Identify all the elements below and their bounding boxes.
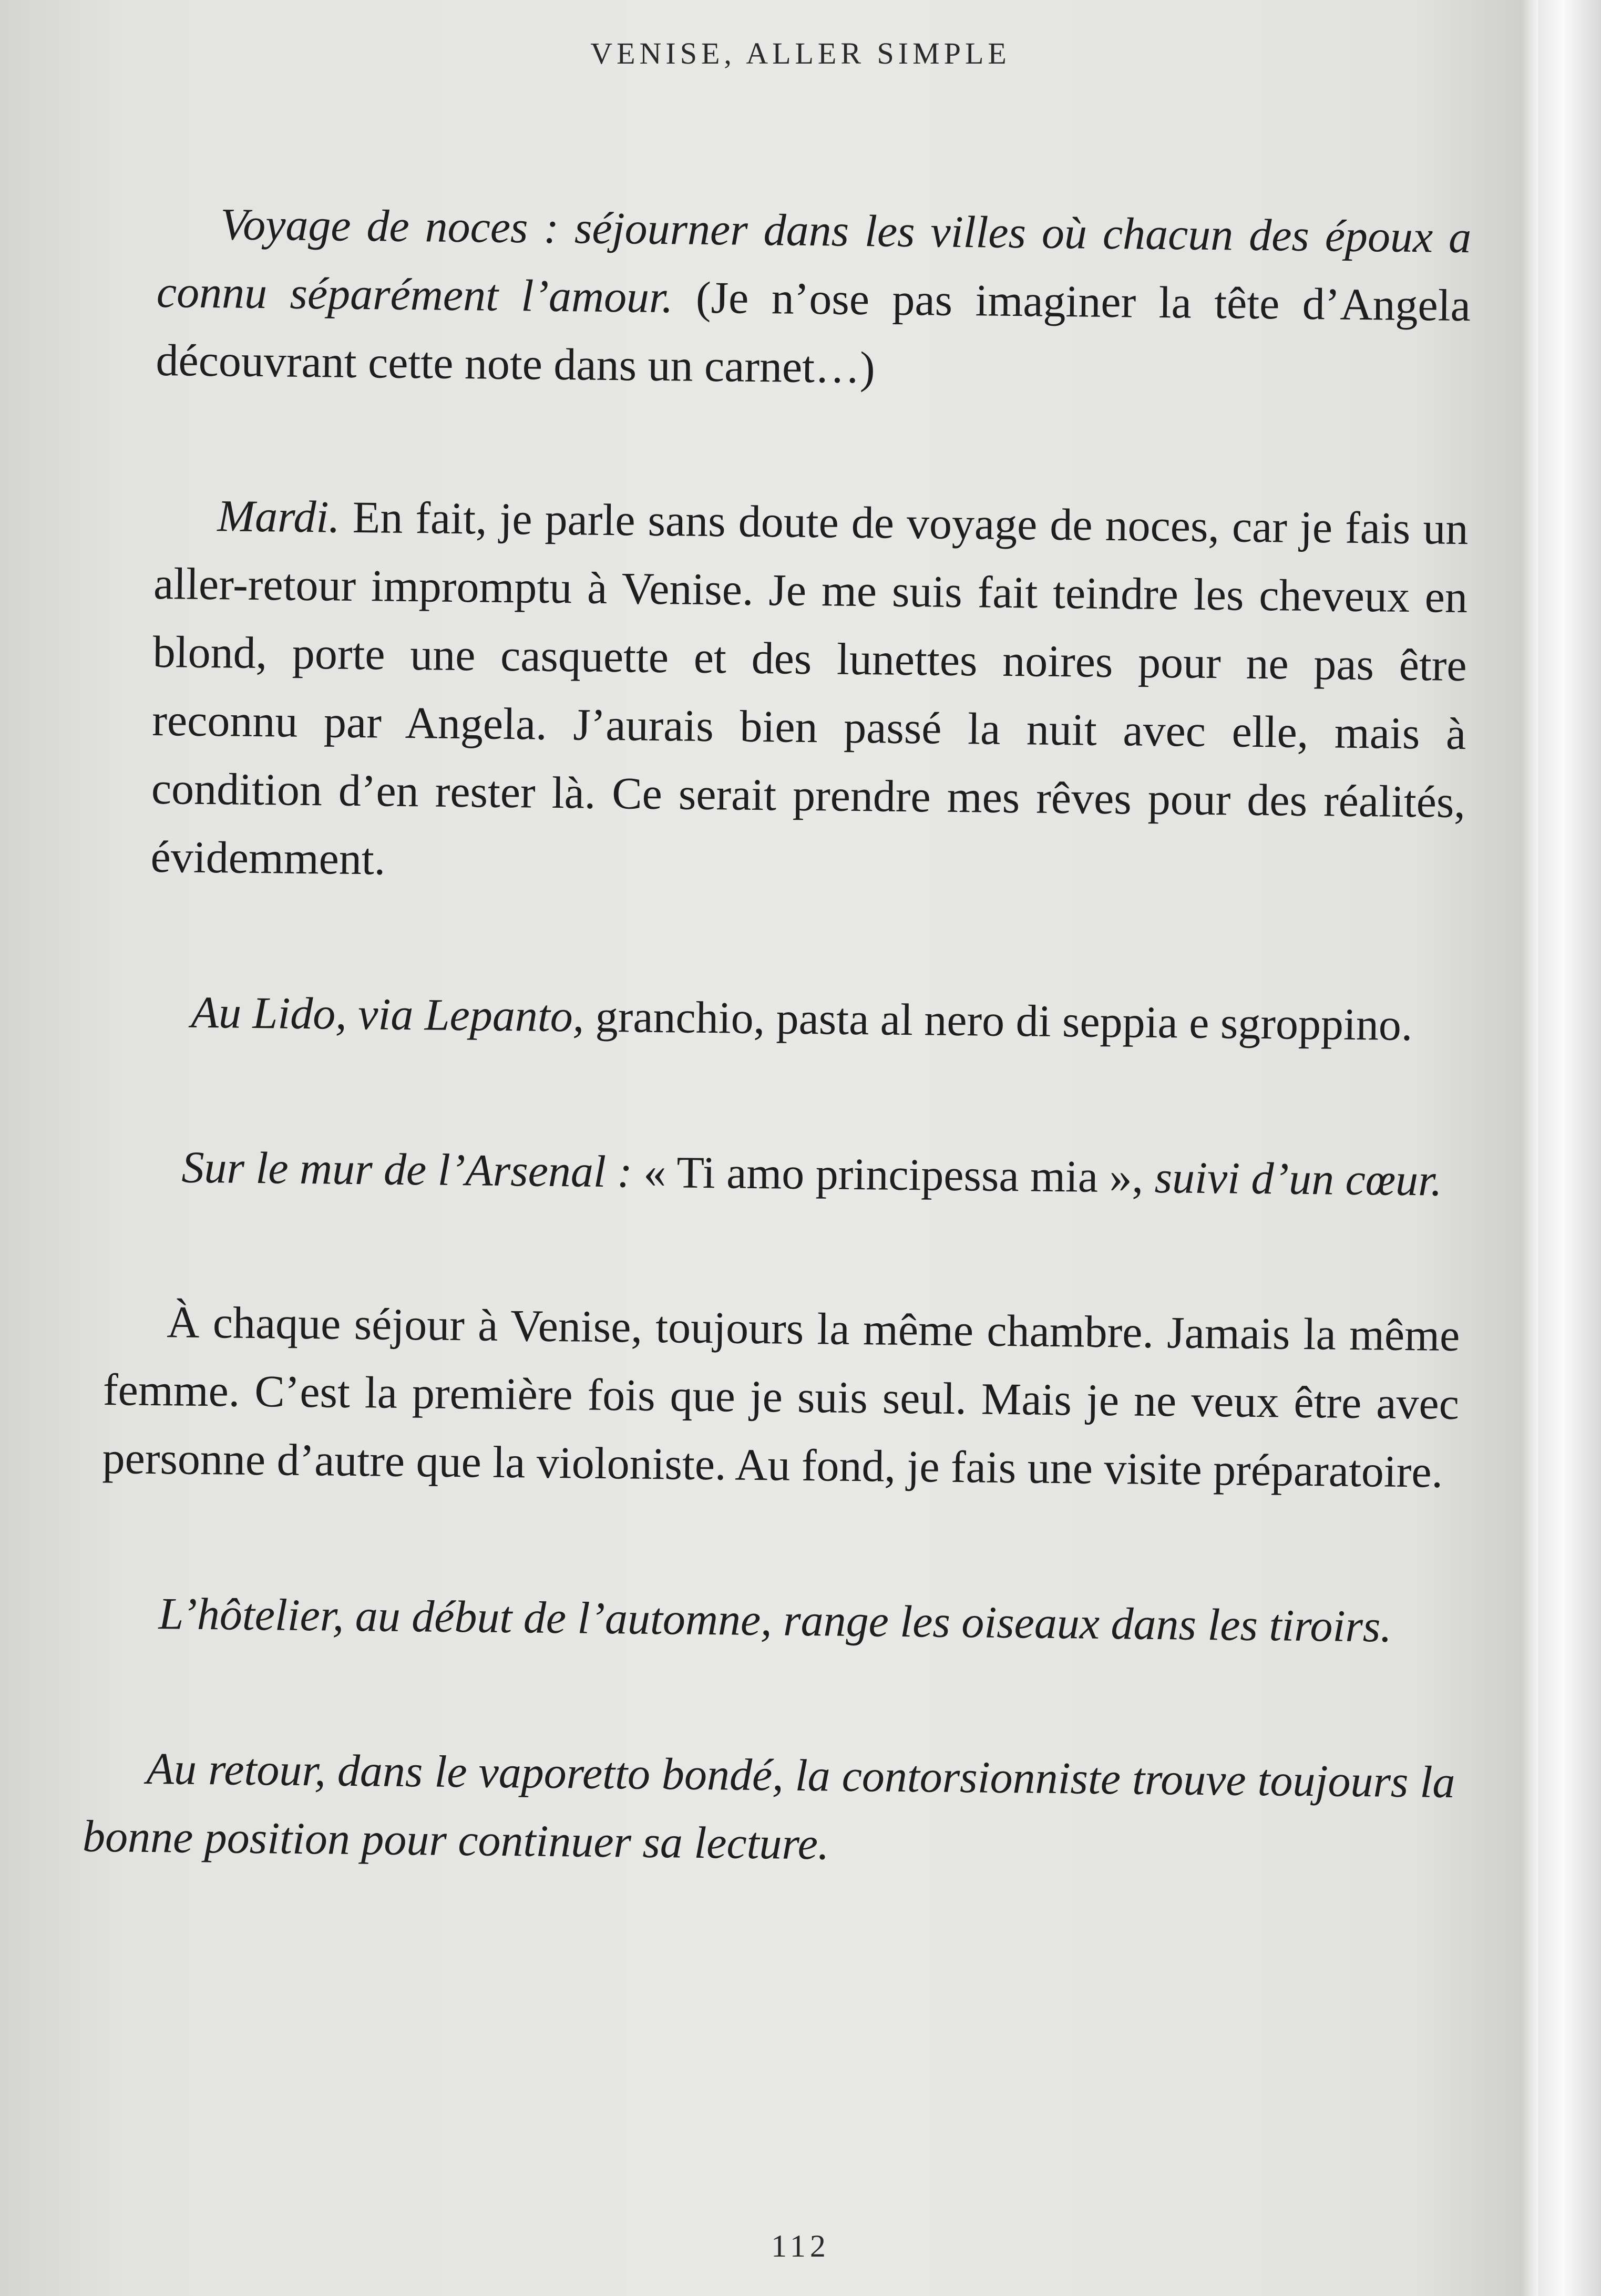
roman-text: En fait, je parle sans doute de voyage de noces, car je fais un aller-retour impromptu à Venise. Je me suis fait teindre les cheveux en blond, porte une casquette et des lunettes noires pour ne pas être reconnu par Angela. J’aurais bien passé la nuit avec elle, mais à condition d’en rester là. Ce serait prendre mes rêves pour des réalités, évidemment. bbox=[150, 491, 1469, 884]
roman-text: (Je n’ose pas imaginer la tête d’Angela découvrant cette note dans un carnet…) bbox=[156, 272, 1471, 393]
italic-day: Mardi. bbox=[217, 490, 341, 542]
paragraph-chaque-sejour bbox=[102, 1287, 1460, 1506]
paragraph-mardi bbox=[150, 481, 1469, 904]
paragraph-arsenal bbox=[118, 1132, 1462, 1214]
paragraph-hotelier bbox=[95, 1579, 1457, 1661]
page-number: 112 bbox=[771, 2229, 830, 2263]
italic-note: L’hôtelier, au début de l’automne, range les oiseaux dans les tiroirs. bbox=[158, 1588, 1392, 1652]
italic-place: Au Lido, via Lepanto, bbox=[191, 986, 584, 1042]
paragraph-lido bbox=[128, 977, 1463, 1059]
quoted-graffiti: « Ti amo principessa mia », bbox=[632, 1146, 1144, 1202]
italic-note: Au retour, dans le vaporetto bondé, la contorsionniste trouve toujours la bonne position pour continuer sa lecture. bbox=[82, 1743, 1455, 1869]
roman-text: granchio, pasta al nero di seppia e sgroppino. bbox=[583, 991, 1413, 1051]
italic-suffix: suivi d’un cœur. bbox=[1143, 1151, 1443, 1206]
paragraph-voyage-de-noces bbox=[156, 189, 1472, 408]
paragraph-retour bbox=[82, 1734, 1455, 1885]
roman-text: À chaque séjour à Venise, toujours la même chambre. Jamais la même femme. C’est la première fois que je suis seul. Mais je ne veux être avec personne d’autre que la violoniste. Au fond, je fais une visite préparatoire. bbox=[102, 1296, 1460, 1497]
adjacent-page-edge bbox=[1538, 0, 1601, 2296]
running-head: VENISE, ALLER SIMPLE bbox=[590, 36, 1011, 70]
italic-place: Sur le mur de l’Arsenal : bbox=[181, 1141, 633, 1197]
italic-note: Voyage de noces : séjourner dans les villes où chacun des époux a connu séparément l’amour. bbox=[156, 199, 1472, 323]
body-text bbox=[82, 189, 1472, 1971]
